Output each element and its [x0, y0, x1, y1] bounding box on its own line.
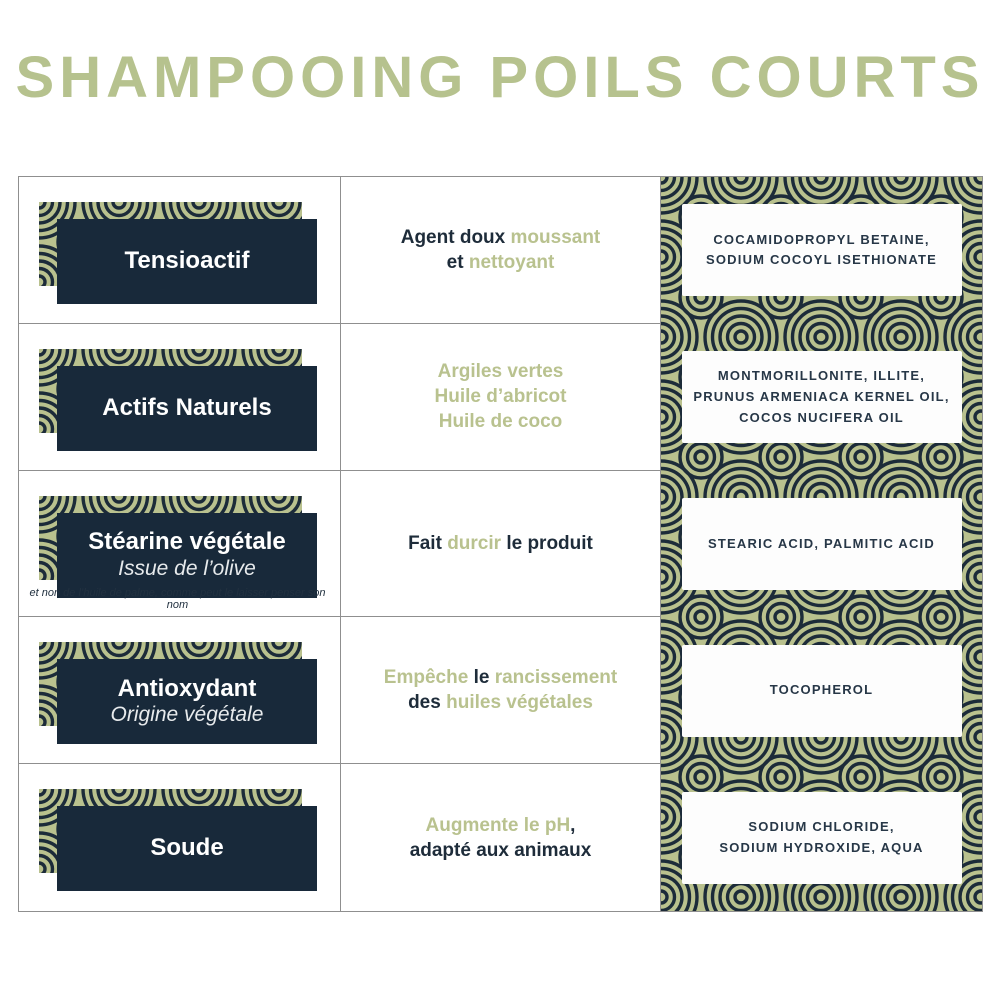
role-segment: et [446, 251, 469, 273]
ingredient-name: Antioxydant [117, 675, 257, 703]
inci-box [682, 498, 962, 590]
inci-slot [661, 471, 982, 618]
role-description [425, 359, 577, 434]
role-segment: Fait [408, 532, 448, 554]
ingredient-cell [19, 177, 341, 324]
role-description [400, 813, 602, 863]
role-segment: durcir [447, 532, 502, 554]
role-segment: le [473, 667, 495, 689]
inci-column [661, 177, 982, 911]
inci-box [682, 351, 962, 443]
page-title: SHAMPOOING POILS COURTS [15, 45, 985, 110]
role-segment: huiles végétales [446, 692, 593, 714]
role-segment: Huile d’abricot [434, 386, 567, 408]
inci-line: PRUNUS ARMENIACA KERNEL OIL, [693, 388, 950, 404]
ingredients-table [18, 176, 983, 912]
role-segment: le produit [501, 532, 593, 554]
inci-line: SODIUM COCOYL ISETHIONATE [705, 252, 938, 268]
role-segment: Argiles vertes [437, 361, 564, 383]
role-line [408, 531, 593, 556]
inci-slot [661, 177, 982, 324]
ingredient-cell [19, 617, 341, 764]
role-segment: rancissement [494, 667, 618, 689]
role-line [401, 225, 601, 250]
role-cell [341, 324, 661, 471]
inci-slot [661, 324, 982, 471]
ingredient-subtitle: Issue de l’olive [118, 556, 256, 580]
role-segment: , [570, 814, 576, 836]
ingredient-name: Stéarine végétale [88, 528, 286, 556]
role-line [435, 409, 567, 434]
role-line [435, 359, 567, 384]
role-segment: adapté aux animaux [409, 839, 592, 861]
role-line [384, 690, 617, 715]
role-line [410, 838, 592, 863]
role-line [384, 665, 617, 690]
role-line [410, 813, 592, 838]
ingredient-name: Actifs Naturels [102, 394, 272, 422]
inci-slot [661, 617, 982, 764]
role-line [401, 250, 601, 275]
ingredient-subtitle: Origine végétale [110, 703, 264, 727]
role-segment: Agent doux [400, 226, 511, 248]
ingredient-name: Soude [150, 834, 224, 862]
ingredient-cell [19, 324, 341, 471]
inci-boxes-container [661, 177, 982, 911]
inci-box [682, 645, 962, 737]
ingredient-name-box [57, 219, 317, 304]
role-cell [341, 764, 661, 911]
role-description [398, 531, 603, 556]
role-description [374, 665, 627, 715]
role-line [435, 384, 567, 409]
ingredient-name-box [57, 513, 317, 598]
ingredient-name-box [57, 806, 317, 891]
ingredient-name: Tensioactif [124, 247, 250, 275]
role-segment: Empêche [383, 667, 474, 689]
inci-line: COCAMIDOPROPYL BETAINE, [713, 231, 930, 247]
inci-slot [661, 764, 982, 911]
inci-line: SODIUM CHLORIDE, [748, 818, 895, 834]
inci-line: SODIUM HYDROXIDE, AQUA [719, 839, 924, 855]
ingredient-name-box [57, 366, 317, 451]
role-segment: moussant [510, 226, 601, 248]
role-cell [341, 177, 661, 324]
ingredient-note: et non de l’huile de palme, comme peut le laisser penser son nom [29, 587, 326, 612]
ingredient-cell [19, 471, 341, 618]
role-cell [341, 471, 661, 618]
ingredient-name-box [57, 659, 317, 744]
ingredient-cell [19, 764, 341, 911]
inci-box [682, 204, 962, 296]
inci-line: MONTMORILLONITE, ILLITE, [717, 367, 926, 383]
role-segment: Augmente le pH [425, 814, 571, 836]
role-segment: nettoyant [468, 251, 555, 273]
role-cell [341, 617, 661, 764]
inci-line: TOCOPHEROL [769, 682, 874, 698]
role-description [391, 225, 611, 275]
role-segment: Huile de coco [438, 411, 563, 433]
inci-line: COCOS NUCIFERA OIL [739, 409, 904, 425]
role-segment: des [408, 692, 447, 714]
inci-line: STEARIC ACID, PALMITIC ACID [708, 535, 935, 551]
inci-box [682, 792, 962, 884]
